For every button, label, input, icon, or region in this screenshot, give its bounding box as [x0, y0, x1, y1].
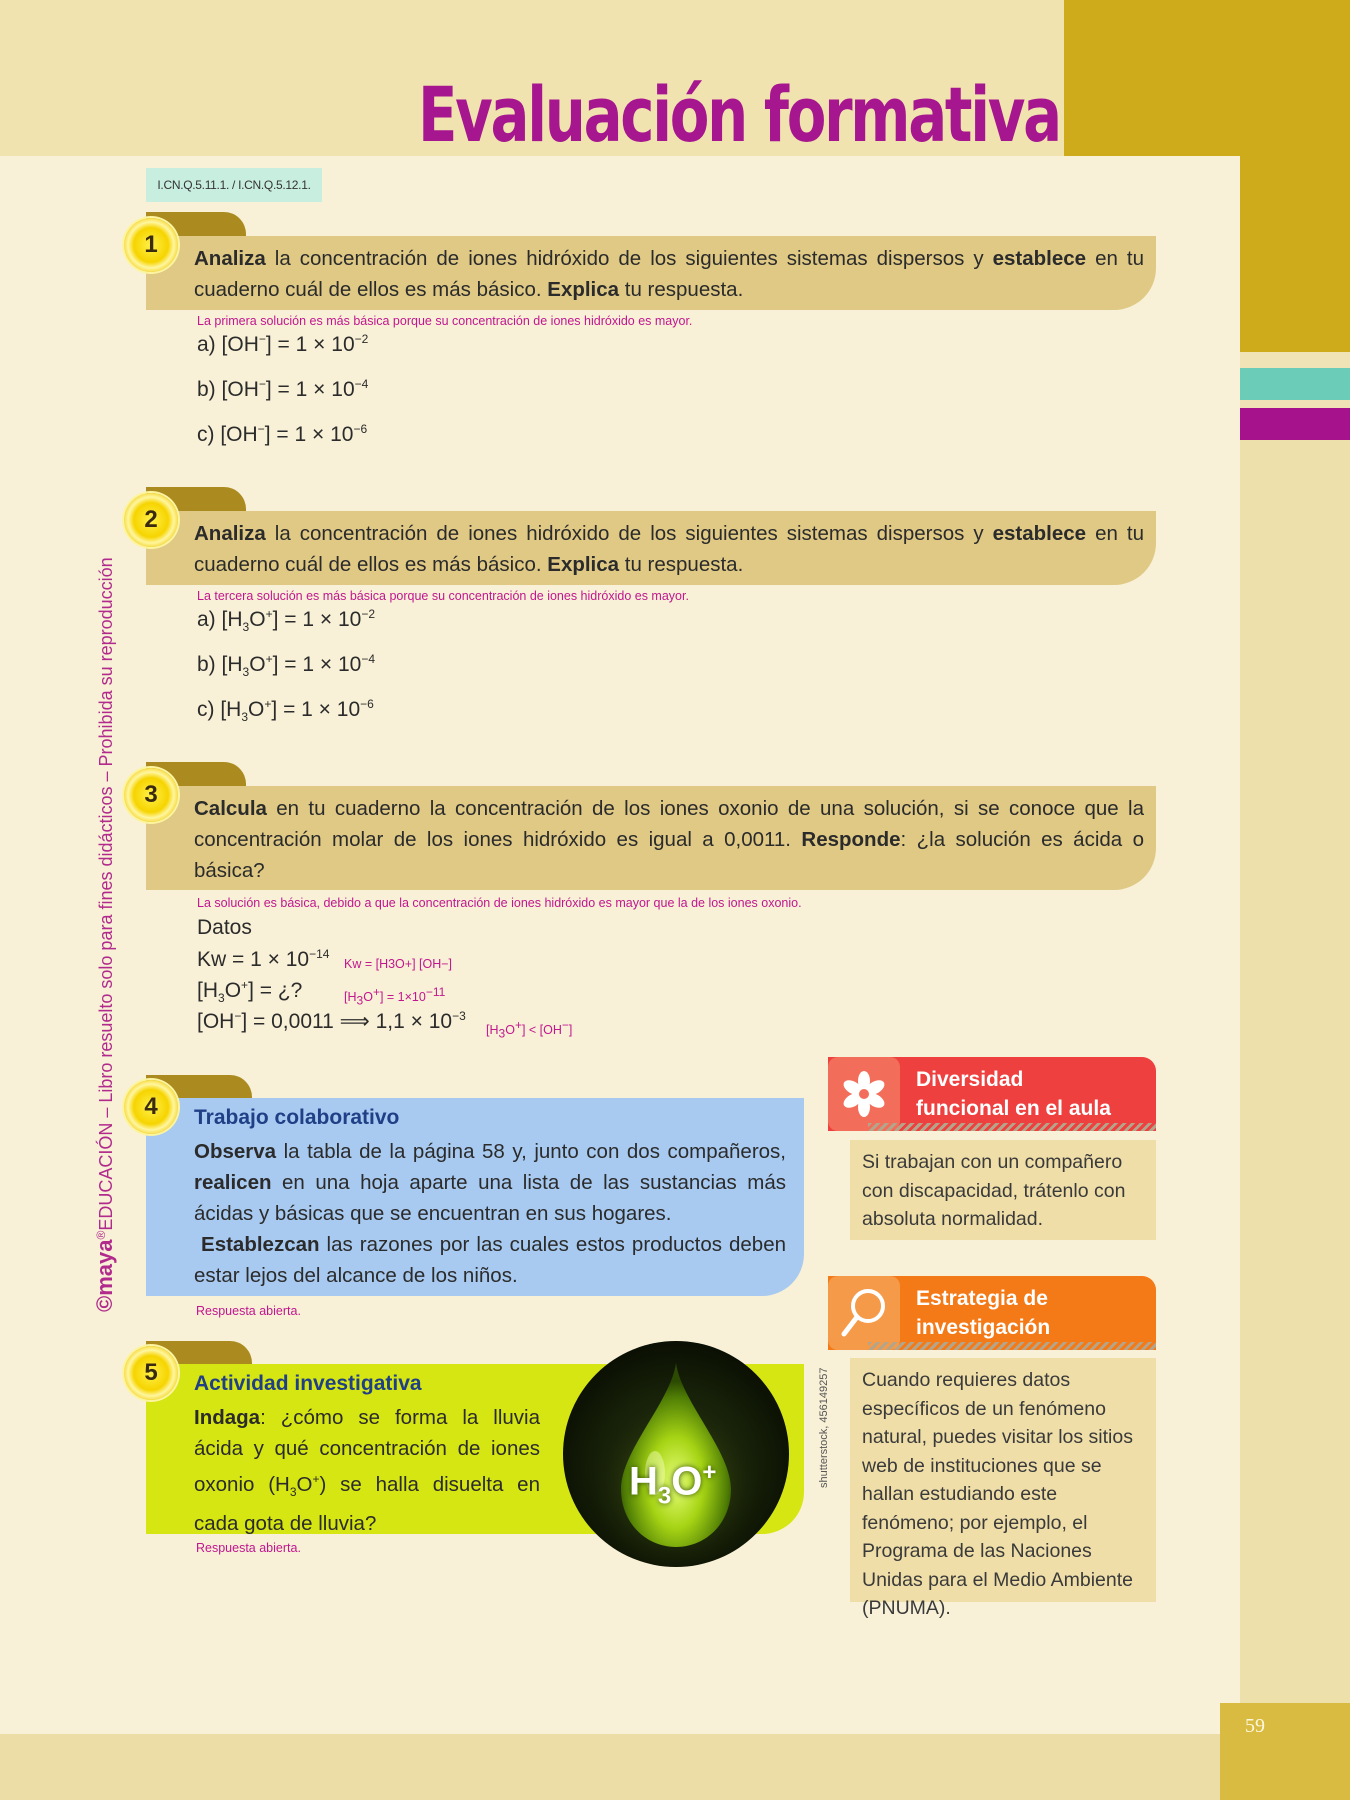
q2-answer: La tercera solución es más básica porque su concentración de iones hidróxido es mayor. [197, 589, 689, 603]
q3-oh-line: [OH−] = 0,0011 ⟹ $1,1 \times 10^{-3}$ [197, 1009, 466, 1033]
q2-statement: Analiza la concentración de iones hidróxido de los siguientes sistemas dispersos y establece en tu cuaderno cuál de ellos es más básico. Explica tu respuesta. [194, 522, 1144, 576]
q1-number-badge: 1 [124, 218, 178, 272]
q3-answer: La solución es básica, debido a que la concentración de iones hidróxido es mayor que la de los iones oxonio. [197, 896, 802, 910]
q3-comparison: $[H_3O^+] < [OH^-]$ [486, 1018, 573, 1041]
side-copyright-note [86, 462, 116, 1312]
h3o-drop-label: $H_3O^+$ [629, 1459, 717, 1510]
image-credit: shutterstock, 456149257 [818, 1367, 830, 1488]
h3o-drop-image [563, 1341, 789, 1567]
strategy-title: Estrategia de investigación [916, 1287, 1051, 1339]
page-title: Evaluación formativa [418, 70, 1060, 159]
teal-stripe [1240, 368, 1350, 400]
q5-statement: Indaga: ¿cómo se forma la lluvia ácida y qué concentración de iones oxonio $(H_3O^+)$ se halla disuelta en cada gota de lluvia? [194, 1406, 540, 1535]
strategy-header [828, 1276, 1156, 1350]
q1-option-b: b) $[OH^-] = 1 \times 10^{-4}$ [197, 377, 369, 401]
diversity-body [850, 1140, 1156, 1240]
magnifier-icon [828, 1276, 900, 1350]
q2-option-b: b) $[H_3O^+] = 1 \times 10^{-4}$ [197, 652, 376, 680]
q5-answer: Respuesta abierta. [196, 1541, 301, 1555]
q5-number-badge: 5 [124, 1346, 178, 1400]
bottom-band [0, 1734, 1350, 1800]
q1-option-c: c) $[OH^-] = 1 \times 10^{-6}$ [197, 422, 368, 446]
q4-statement: Observa la tabla de la página 58 y, junto con dos compañeros, realicen en una hoja aparte una lista de las sustancias más ácidas y básicas que se encuentran en sus hogares. Establezcan las razones por las cuales estos productos deben estar lejos del alcance de los niños. [194, 1140, 786, 1287]
magenta-stripe [1240, 408, 1350, 440]
q2-option-a: a) $[H_3O^+] = 1 \times 10^{-2}$ [197, 607, 376, 635]
q3-kw-formula: Kw = [H3O+] [OH−] [344, 957, 453, 971]
q1-answer: La primera solución es más básica porque su concentración de iones hidróxido es mayor. [197, 314, 693, 328]
q3-kw-line: $Kw = 1 \times 10^{-14}$ [197, 947, 330, 971]
page-number-box [1220, 1703, 1350, 1800]
asterisk-icon [828, 1057, 900, 1131]
curriculum-code-badge: I.CN.Q.5.11.1. / I.CN.Q.5.12.1. [146, 168, 322, 202]
diversity-title: Diversidad funcional en el aula [916, 1068, 1111, 1120]
q3-number-badge: 3 [124, 768, 178, 822]
strategy-body [850, 1358, 1156, 1619]
q4-title: Trabajo colaborativo [194, 1106, 400, 1129]
registered-mark: ® [94, 1230, 108, 1240]
q3-statement: Calcula en tu cuaderno la concentración de los iones oxonio de una solución, si se conoce que la concentración molar de los iones hidróxido es igual a 0,0011. Responde: ¿la solución es ácida o básica? [194, 797, 1144, 882]
q2-number-badge: 2 [124, 493, 178, 547]
q3-data-label: Datos [197, 916, 252, 939]
q2-option-c: c) $[H_3O^+] = 1 \times 10^{-6}$ [197, 697, 374, 725]
brand-name: ©maya [92, 1239, 117, 1312]
page-number: 59 [1245, 1715, 1265, 1737]
q4-number-badge: 4 [124, 1080, 178, 1134]
strategy-text: Cuando requieres datos específicos de un fenómeno natural, puedes visitar los sitios web de instituciones que se hallan estudiando este fenómeno; por ejemplo, el Programa de las Naciones Unidas para el Medio Ambiente (PNUMA). [862, 1369, 1133, 1619]
water-drop-icon [563, 1341, 789, 1567]
q3-h3o-line: $[H_3O^+]$ = ¿? [197, 978, 303, 1006]
diversity-text: Si trabajan con un compañero con discapacidad, trátenlo con absoluta normalidad. [862, 1151, 1126, 1230]
q3-h3o-result: $[H_3O^+] = 1\times 10^{-11}$ [344, 985, 446, 1008]
diversity-header [828, 1057, 1156, 1131]
q5-title: Actividad investigativa [194, 1372, 422, 1395]
side-note-text: EDUCACIÓN – Libro resuelto solo para fines didácticos – Prohibida su reproducción [96, 557, 116, 1231]
right-margin-strip [1240, 440, 1350, 1800]
q4-answer: Respuesta abierta. [196, 1304, 301, 1318]
q1-statement: Analiza la concentración de iones hidróxido de los siguientes sistemas dispersos y establece en tu cuaderno cuál de ellos es más básico. Explica tu respuesta. [194, 247, 1144, 301]
q1-option-a: a) $[OH^-] = 1 \times 10^{-2}$ [197, 332, 369, 356]
